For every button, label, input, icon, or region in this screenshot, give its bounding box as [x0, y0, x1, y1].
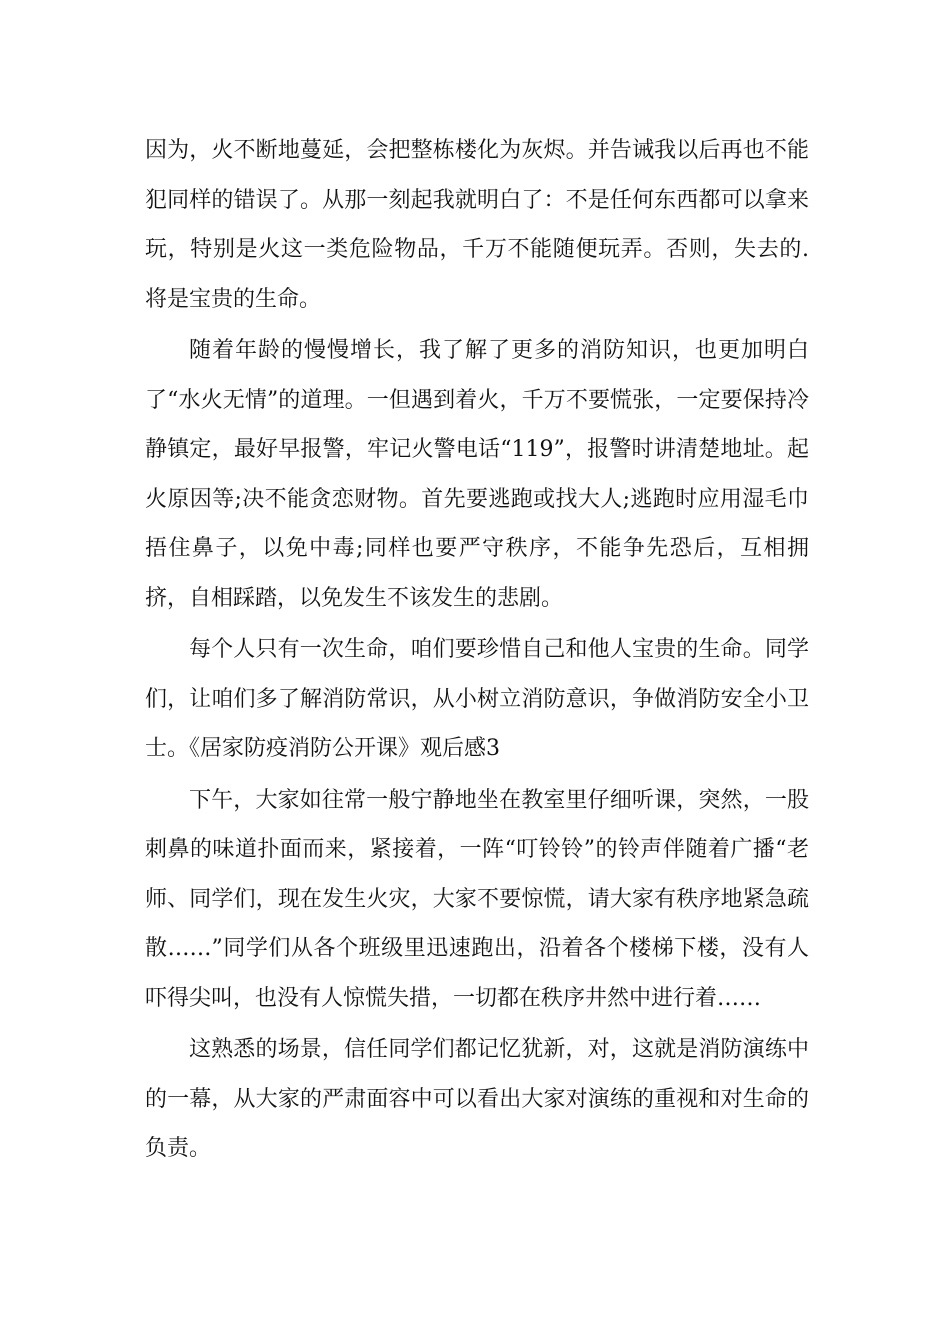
- paragraph-2: 随着年龄的慢慢增长，我了解了更多的消防知识，也更加明白了“水火无情”的道理。一但遇到着火，千万不要慌张，一定要保持冷静镇定，最好早报警，牢记火警电话“119”，报警时讲清楚地址。起火原因等;决不能贪恋财物。首先要逃跑或找大人;逃跑时应用湿毛巾捂住鼻子，以免中毒;同样也要严守秩序，不能争先恐后，互相拥挤，自相踩踏，以免发生不该发生的悲剧。: [145, 337, 809, 611]
- paragraph-1: 因为，火不断地蔓延，会把整栋楼化为灰烬。并告诫我以后再也不能犯同样的错误了。从那一刻起我就明白了：不是任何东西都可以拿来玩，特别是火这一类危险物品，千万不能随便玩弄。否则，失去的.将是宝贵的生命。: [145, 138, 809, 312]
- paragraph-3: 每个人只有一次生命，咱们要珍惜自己和他人宝贵的生命。同学们，让咱们多了解消防常识，从小树立消防意识，争做消防安全小卫士。《居家防疫消防公开课》观后感3: [145, 637, 809, 762]
- paragraph-5: 这熟悉的场景，信任同学们都记忆犹新，对，这就是消防演练中的一幕，从大家的严肃面容中可以看出大家对演练的重视和对生命的负责。: [145, 1037, 809, 1162]
- paragraph-4: 下午，大家如往常一般宁静地坐在教室里仔细听课，突然，一股刺鼻的味道扑面而来，紧接着，一阵“叮铃铃”的铃声伴随着广播“老师、同学们，现在发生火灾，大家不要惊慌，请大家有秩序地紧急疏散……”同学们从各个班级里迅速跑出，沿着各个楼梯下楼，没有人吓得尖叫，也没有人惊慌失措，一切都在秩序井然中进行着……: [145, 787, 809, 1011]
- document-body: [145, 126, 809, 1174]
